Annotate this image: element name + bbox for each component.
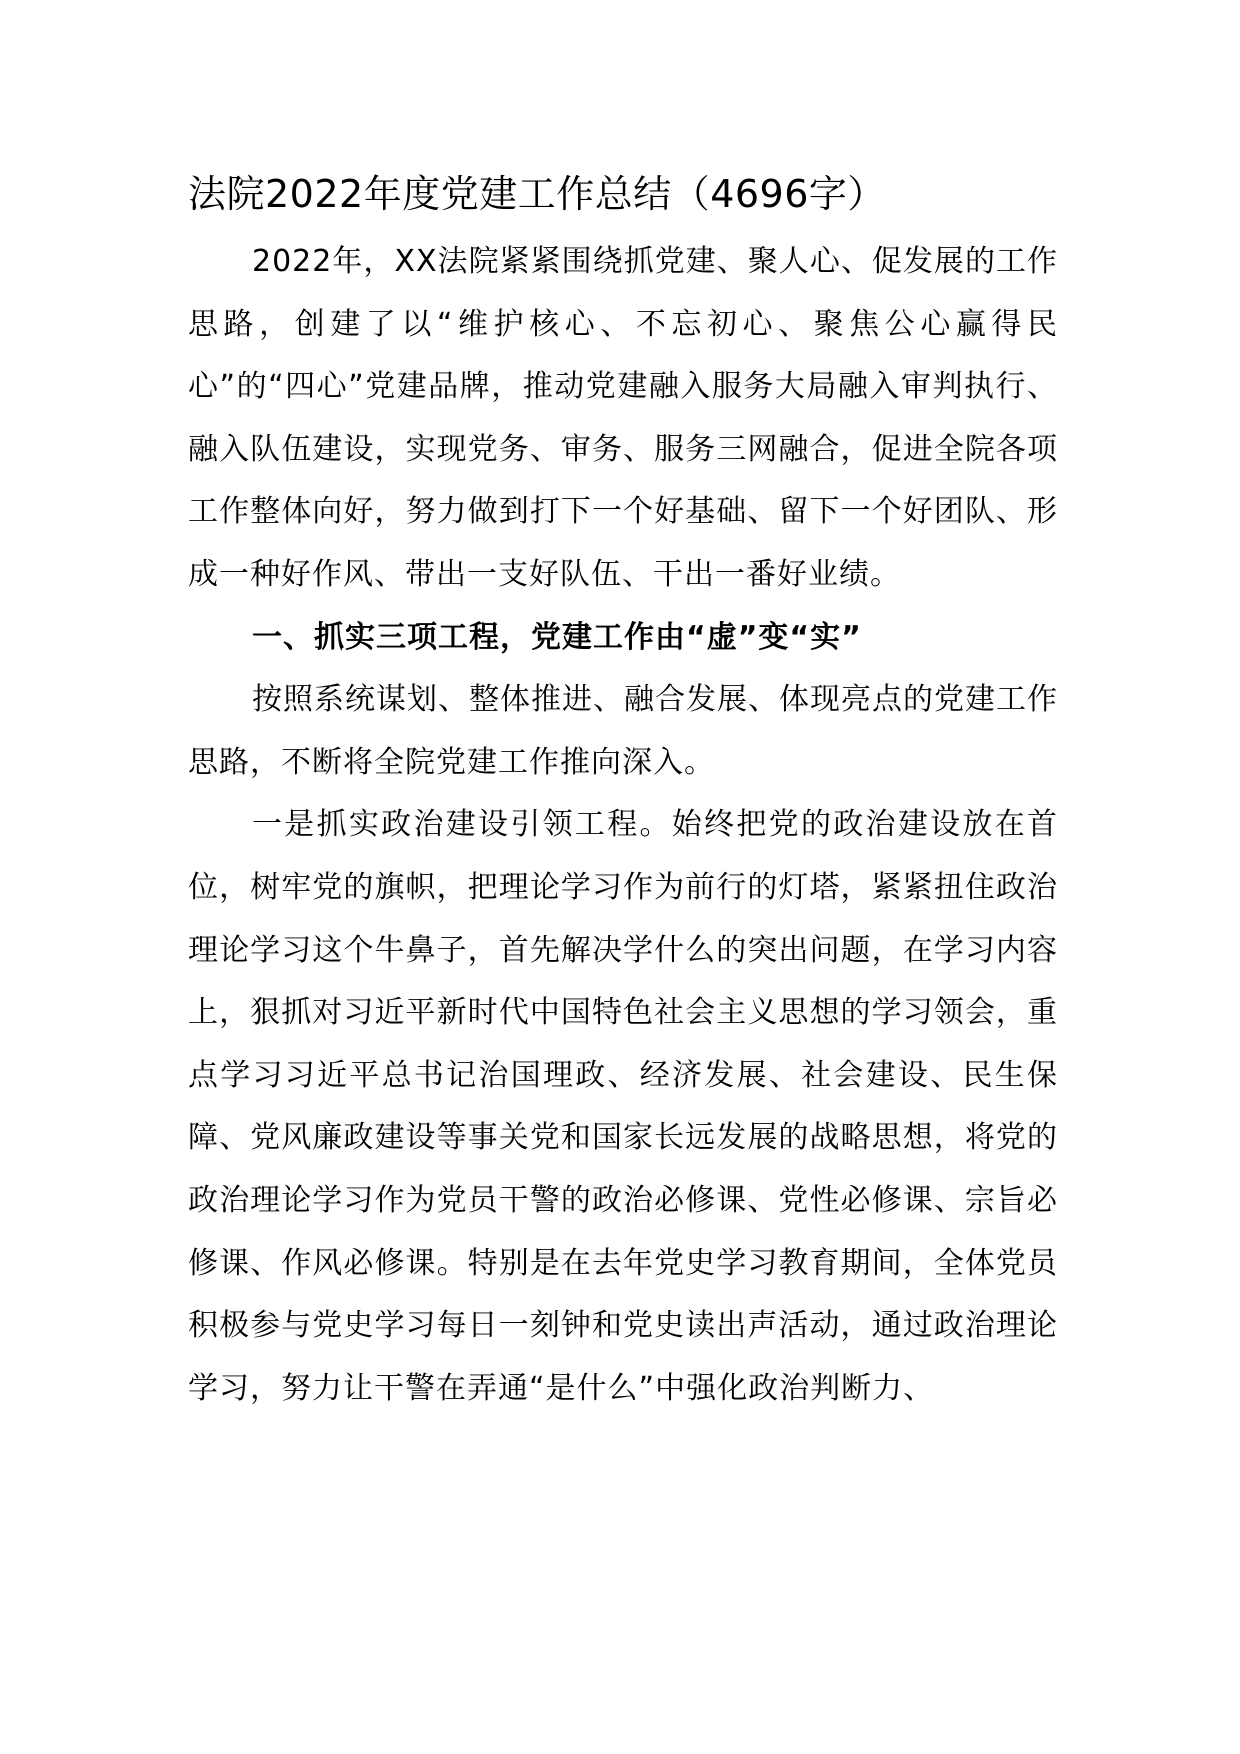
paragraph-intro: 2022年，XX法院紧紧围绕抓党建、聚人心、促发展的工作思路，创建了以“维护核心、不忘初心、聚焦公心赢得民心”的“四心”党建品牌，推动党建融入服务大局融入审判执行、融入队伍建设，实现党务、审务、服务三网融合，促进全院各项工作整体向好，努力做到打下一个好基础、留下一个好团队、形成一种好作风、带出一支好队伍、干出一番好业绩。 xyxy=(188,244,1058,592)
paragraph-section-1-intro: 按照系统谋划、整体推进、融合发展、体现亮点的党建工作思路，不断将全院党建工作推向深入。 xyxy=(188,682,1058,780)
paragraph-political-construction: 一是抓实政治建设引领工程。始终把党的政治建设放在首位，树牢党的旗帜，把理论学习作为前行的灯塔，紧紧扭住政治理论学习这个牛鼻子，首先解决学什么的突出问题，在学习内容上，狠抓对习近平新时代中国特色社会主义思想的学习领会，重点学习习近平总书记治国理政、经济发展、社会建设、民生保障、党风廉政建设等事关党和国家长远发展的战略思想，将党的政治理论学习作为党员干警的政治必修课、党性必修课、宗旨必修课、作风必修课。特别是在去年党史学习教育期间，全体党员积极参与党史学习每日一刻钟和党史读出声活动，通过政治理论学习，努力让干警在弄通“是什么”中强化政治判断力、 xyxy=(188,807,1058,1406)
section-heading-1: 一、抓实三项工程，党建工作由“虚”变“实” xyxy=(252,619,862,655)
document-title: 法院2022年度党建工作总结（4696字） xyxy=(188,172,886,216)
document-body xyxy=(188,231,1058,1420)
